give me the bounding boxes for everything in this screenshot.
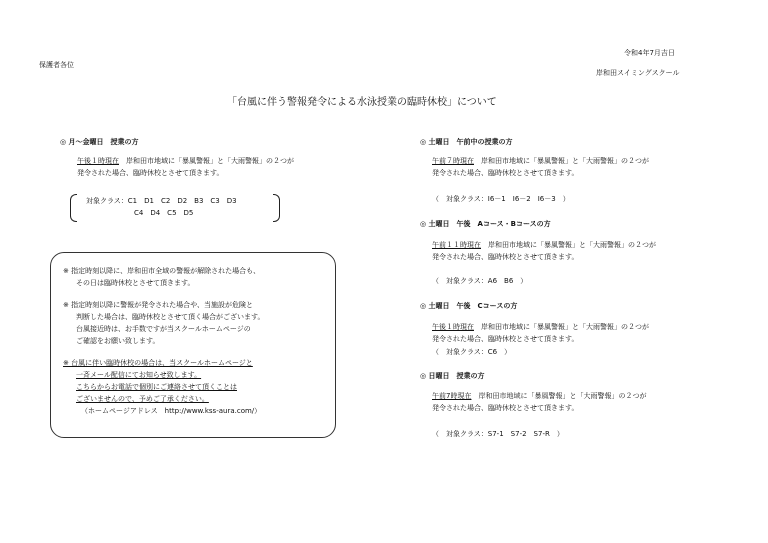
sender-name: 岸和田スイミングスクール	[596, 69, 680, 77]
sat-morning-line1	[432, 156, 649, 166]
weekday-classes-line1: 対象クラス：C1 D1 C2 D2 B3 C3 D3	[86, 197, 237, 205]
sat-ab-line2: 発令された場合、臨時休校とさせて頂きます。	[432, 253, 579, 261]
sat-c-heading: ◎ 土曜日 午後 Cコースの方	[420, 302, 518, 310]
sunday-line2: 発令された場合、臨時休校とさせて頂きます。	[432, 404, 579, 412]
sat-ab-heading: ◎ 土曜日 午後 Aコース・Bコースの方	[420, 220, 551, 228]
sunday-line1-rest: 岸和田市地域に「暴風警報」と「大雨警報」の２つが	[471, 392, 647, 400]
weekday-classes-line2: C4 D4 C5 D5	[134, 209, 194, 217]
sat-c-line1	[432, 322, 649, 332]
weekday-time: 午後１時現在	[77, 157, 119, 165]
document-date: 令和4年7月吉日	[624, 49, 675, 57]
weekday-heading: ◎ 月～金曜日 授業の方	[60, 138, 139, 146]
document-title: 「台風に伴う警報発令による水泳授業の臨時休校」について	[227, 97, 497, 108]
sat-morning-classes: （ 対象クラス：I6－1 I6－2 I6－3 ）	[432, 195, 570, 203]
weekday-line1	[77, 156, 294, 166]
sat-ab-time: 午前１１時現在	[432, 241, 481, 249]
sat-morning-time: 午前７時現在	[432, 157, 474, 165]
notice3-line2: 一斉メール配信にてお知らせ致します。	[76, 371, 202, 379]
notice3-line1: ※ 台風に伴い臨時休校の場合は、当スクールホームページと	[63, 359, 253, 367]
homepage-address: （ホームページアドレス http://www.kss-aura.com/）	[81, 407, 262, 415]
notice2-line1: ※ 指定時刻以降に警報が発令された場合や、当施設が危険と	[63, 301, 253, 309]
weekday-line2: 発令された場合、臨時休校とさせて頂きます。	[77, 169, 224, 177]
notice1-line2: その日は臨時休校とさせて頂きます。	[76, 279, 195, 287]
recipient-line: 保護者各位	[39, 61, 74, 69]
bracket-right	[273, 194, 280, 222]
notice2-line3: 台風接近時は、お手数ですが当スクールホームページの	[76, 325, 251, 333]
sat-c-classes: （ 対象クラス：C6 ）	[432, 348, 512, 356]
sunday-heading: ◎ 日曜日 授業の方	[420, 372, 485, 380]
sat-morning-line1-rest: 岸和田市地域に「暴風警報」と「大雨警報」の２つが	[474, 157, 649, 165]
notice2-line2: 判断した場合は、臨時休校とさせて頂く場合がございます。	[76, 313, 265, 321]
sunday-time: 午前7時現在	[432, 392, 472, 400]
sat-morning-line2: 発令された場合、臨時休校とさせて頂きます。	[432, 169, 579, 177]
notice3-line3: こちらからお電話で個別にご連絡させて頂くことは	[76, 383, 237, 391]
sat-ab-line1-rest: 岸和田市地域に「暴風警報」と「大雨警報」の２つが	[481, 241, 656, 249]
sat-ab-line1	[432, 240, 656, 250]
sat-c-line2: 発令された場合、臨時休校とさせて頂きます。	[432, 335, 579, 343]
sat-c-line1-rest: 岸和田市地域に「暴風警報」と「大雨警報」の２つが	[474, 323, 649, 331]
notice3-line4: ございませんので、予めご了承ください。	[76, 395, 209, 403]
weekday-line1-rest: 岸和田市地域に「暴風警報」と「大雨警報」の２つが	[119, 157, 294, 165]
sunday-line1	[432, 391, 646, 401]
notice1-line1: ※ 指定時刻以降に、岸和田市全域の警報が解除された場合も、	[63, 267, 261, 275]
notice2-line4: ご確認をお願い致します。	[76, 337, 160, 345]
sat-c-time: 午後１時現在	[432, 323, 474, 331]
bracket-left	[70, 194, 77, 222]
sat-ab-classes: （ 対象クラス：A6 B6 ）	[432, 277, 528, 285]
sunday-classes: （ 対象クラス：S7-1 S7-2 S7-R ）	[432, 430, 564, 438]
sat-morning-heading: ◎ 土曜日 午前中の授業の方	[420, 138, 513, 146]
